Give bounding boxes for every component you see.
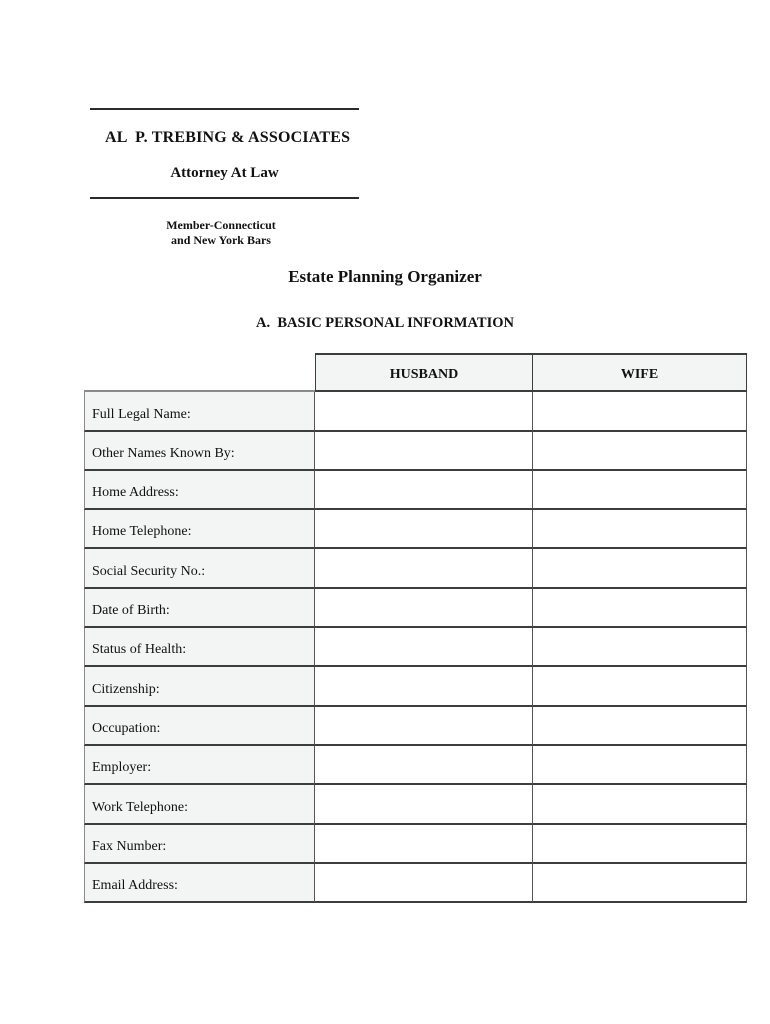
husband-occupation-field[interactable] bbox=[315, 707, 533, 746]
row-label-occupation: Occupation: bbox=[84, 707, 315, 746]
wife-social-security-field[interactable] bbox=[533, 549, 747, 588]
wife-full-legal-name-field[interactable] bbox=[533, 392, 747, 431]
wife-occupation-field[interactable] bbox=[533, 707, 747, 746]
husband-date-of-birth-field[interactable] bbox=[315, 589, 533, 628]
wife-home-address-field[interactable] bbox=[533, 471, 747, 510]
bar-membership-line2: and New York Bars bbox=[171, 233, 271, 247]
wife-home-telephone-field[interactable] bbox=[533, 510, 747, 549]
letterhead-bottom-rule bbox=[90, 197, 359, 199]
wife-email-address-field[interactable] bbox=[533, 864, 747, 903]
husband-other-names-field[interactable] bbox=[315, 432, 533, 471]
husband-work-telephone-field[interactable] bbox=[315, 785, 533, 824]
wife-other-names-field[interactable] bbox=[533, 432, 747, 471]
wife-status-of-health-field[interactable] bbox=[533, 628, 747, 667]
firm-subtitle: Attorney At Law bbox=[170, 165, 279, 181]
row-label-email-address: Email Address: bbox=[84, 864, 315, 903]
document-title: Estate Planning Organizer bbox=[288, 267, 482, 286]
row-label-home-address: Home Address: bbox=[84, 471, 315, 510]
row-label-fax-number: Fax Number: bbox=[84, 825, 315, 864]
column-header-wife: WIFE bbox=[533, 353, 747, 392]
row-label-social-security: Social Security No.: bbox=[84, 549, 315, 588]
wife-work-telephone-field[interactable] bbox=[533, 785, 747, 824]
husband-full-legal-name-field[interactable] bbox=[315, 392, 533, 431]
wife-citizenship-field[interactable] bbox=[533, 667, 747, 706]
husband-social-security-field[interactable] bbox=[315, 549, 533, 588]
row-label-full-legal-name: Full Legal Name: bbox=[84, 392, 315, 431]
row-label-other-names: Other Names Known By: bbox=[84, 432, 315, 471]
husband-home-telephone-field[interactable] bbox=[315, 510, 533, 549]
row-label-status-of-health: Status of Health: bbox=[84, 628, 315, 667]
husband-email-address-field[interactable] bbox=[315, 864, 533, 903]
row-label-home-telephone: Home Telephone: bbox=[84, 510, 315, 549]
row-label-date-of-birth: Date of Birth: bbox=[84, 589, 315, 628]
wife-fax-number-field[interactable] bbox=[533, 825, 747, 864]
row-label-employer: Employer: bbox=[84, 746, 315, 785]
firm-name: AL P. TREBING & ASSOCIATES bbox=[105, 129, 351, 146]
husband-employer-field[interactable] bbox=[315, 746, 533, 785]
column-header-husband: HUSBAND bbox=[315, 353, 533, 392]
wife-date-of-birth-field[interactable] bbox=[533, 589, 747, 628]
husband-status-of-health-field[interactable] bbox=[315, 628, 533, 667]
table-corner-spacer bbox=[84, 353, 315, 392]
bar-membership-line1: Member-Connecticut bbox=[166, 218, 276, 232]
husband-citizenship-field[interactable] bbox=[315, 667, 533, 706]
section-heading: A. BASIC PERSONAL INFORMATION bbox=[256, 315, 514, 331]
husband-home-address-field[interactable] bbox=[315, 471, 533, 510]
wife-employer-field[interactable] bbox=[533, 746, 747, 785]
bar-membership bbox=[90, 218, 352, 248]
row-label-work-telephone: Work Telephone: bbox=[84, 785, 315, 824]
letterhead-top-rule bbox=[90, 108, 359, 110]
row-label-citizenship: Citizenship: bbox=[84, 667, 315, 706]
husband-fax-number-field[interactable] bbox=[315, 825, 533, 864]
basic-personal-information-table bbox=[84, 353, 747, 903]
